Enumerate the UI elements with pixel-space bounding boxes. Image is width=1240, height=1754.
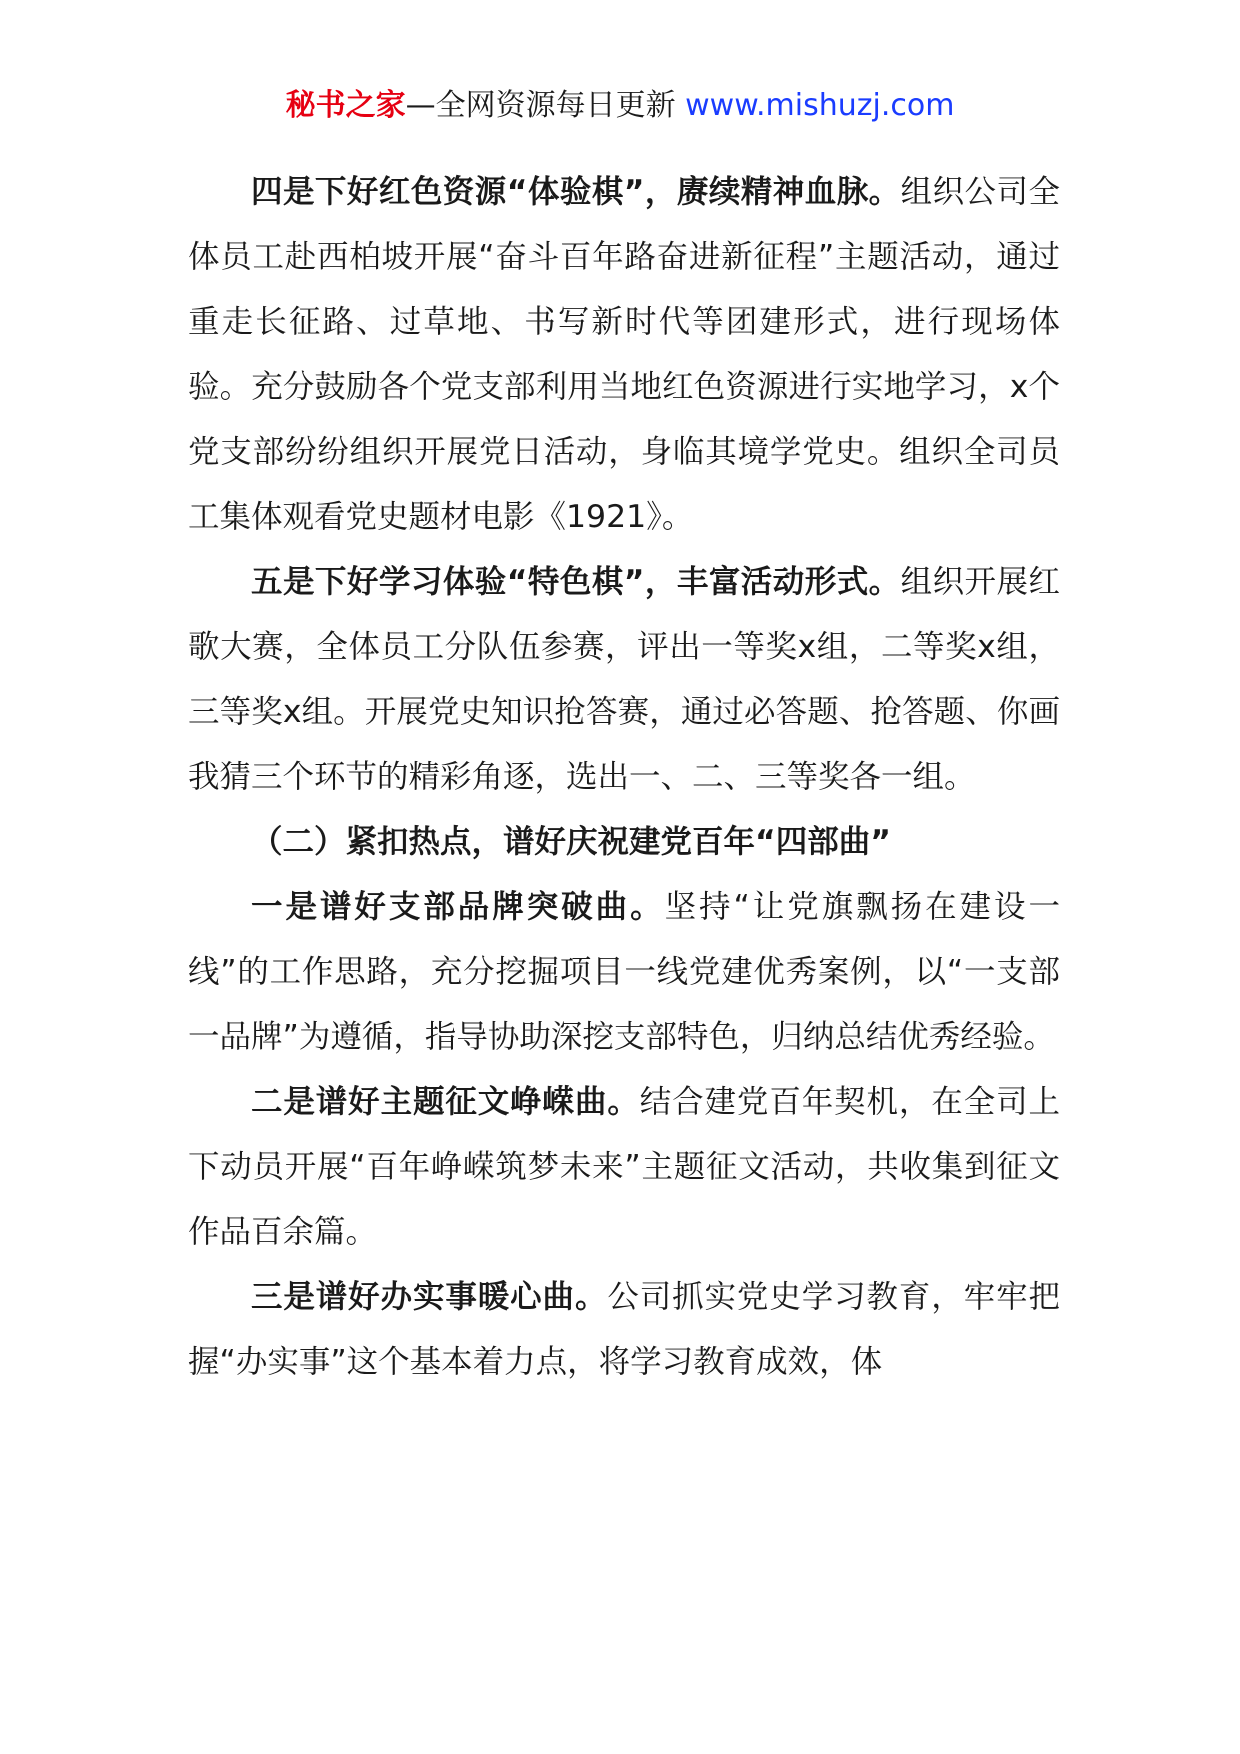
paragraph-one: [188, 875, 1060, 1070]
header-url[interactable]: www.mishuzj.com: [685, 88, 955, 123]
paragraph-lead: 四是下好红色资源“体验棋”，赓续精神血脉。: [251, 174, 901, 210]
paragraph-lead: 五是下好学习体验“特色棋”，丰富活动形式。: [251, 564, 901, 600]
paragraph-four: [188, 160, 1060, 550]
document-body: [188, 160, 1060, 1395]
section-heading: （二）紧扣热点，谱好庆祝建党百年“四部曲”: [251, 824, 891, 860]
page-header: [0, 86, 1240, 126]
header-brand: 秘书之家: [285, 88, 406, 123]
paragraph-five: [188, 550, 1060, 810]
paragraph-lead: 二是谱好主题征文峥嵘曲。: [251, 1084, 640, 1120]
paragraph-two: [188, 1070, 1060, 1265]
paragraph-body: 公司抓实党史学习教育，牢牢把握“办实事”这个基本着力点，将学习教育成效，体: [188, 1279, 1060, 1380]
paragraph-body: 组织开展红歌大赛，全体员工分队伍参赛，评出一等奖x组，二等奖x组，三等奖x组。开展党史知识抢答赛，通过必答题、抢答题、你画我猜三个环节的精彩角逐，选出一、二、三等奖各一组。: [188, 564, 1060, 795]
paragraph-lead: 三是谱好办实事暖心曲。: [251, 1279, 608, 1315]
paragraph-body: 组织公司全体员工赴西柏坡开展“奋斗百年路奋进新征程”主题活动，通过重走长征路、过草地、书写新时代等团建形式，进行现场体验。充分鼓励各个党支部利用当地红色资源进行实地学习，x个党支部纷纷组织开展党日活动，身临其境学党史。组织全司员工集体观看党史题材电影《1921》。: [188, 174, 1060, 535]
paragraph-three: [188, 1265, 1060, 1395]
header-tagline: —全网资源每日更新: [405, 88, 676, 123]
paragraph-body: 坚持“让党旗飘扬在建设一线”的工作思路，充分挖掘项目一线党建优秀案例，以“一支部一品牌”为遵循，指导协助深挖支部特色，归纳总结优秀经验。: [188, 889, 1060, 1055]
paragraph-lead: 一是谱好支部品牌突破曲。: [251, 889, 665, 925]
paragraph-body: 结合建党百年契机，在全司上下动员开展“百年峥嵘筑梦未来”主题征文活动，共收集到征文作品百余篇。: [188, 1084, 1060, 1250]
